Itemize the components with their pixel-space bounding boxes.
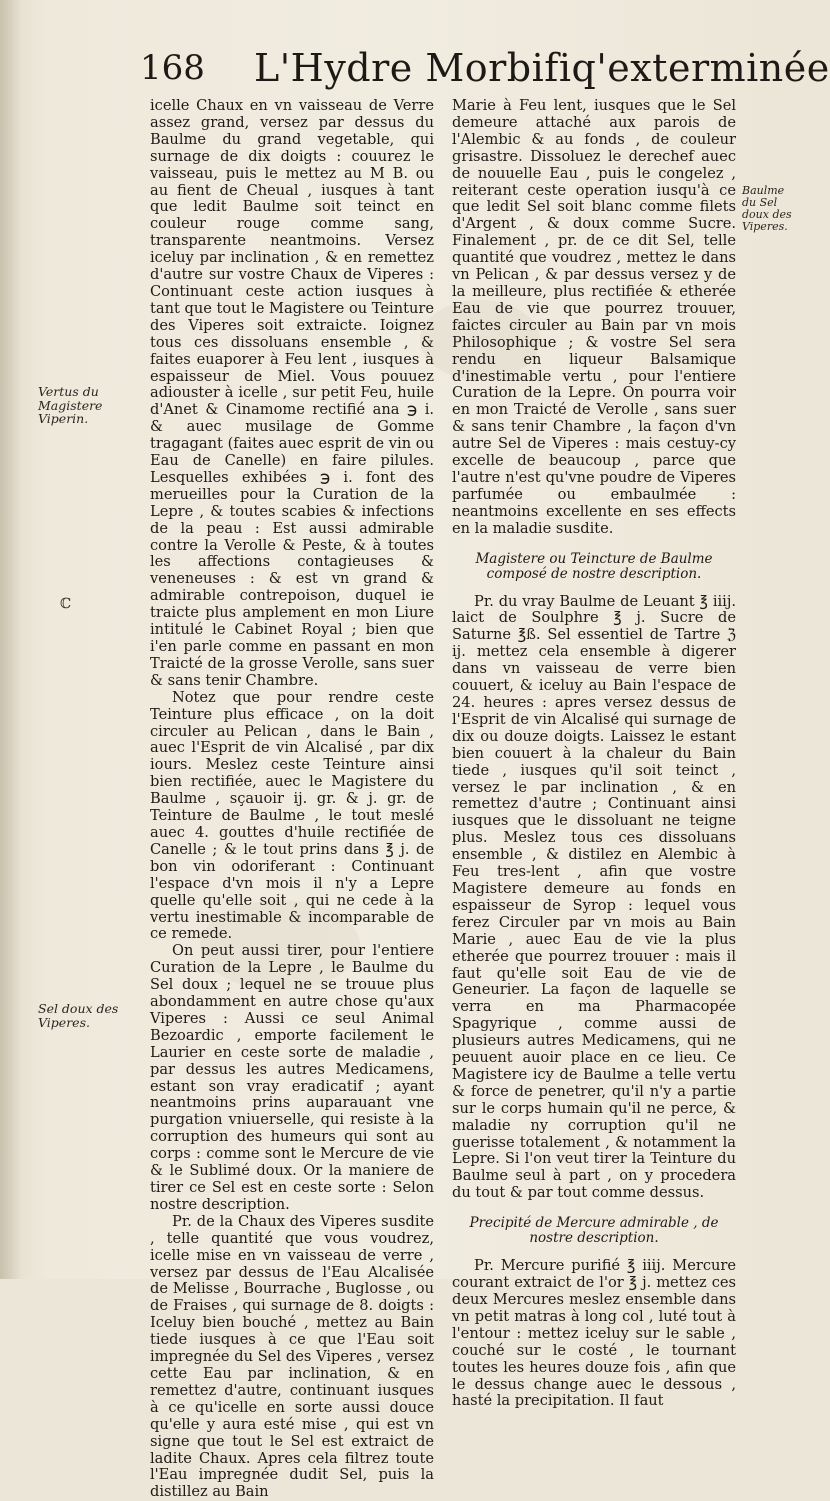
- section-heading: Precipité de Mercure admirable , de nostre description.: [469, 1215, 719, 1247]
- paragraph: icelle Chaux en vn vaisseau de Verre assez grand, versez par dessus du Baulme du grand vegetable, qui surnage de dix doigts : couurez le vaisseau, puis le mettez au M B. ou au fient de Cheual , iusques à tant que ledit Baulme soit teinct en couleur rouge comme sang, transparente neantmoins. Versez iceluy par inclination , & en remettez d'autre sur vostre Chaux de Viperes : Continuant ceste action iusques à tant que tout le Magistere ou Teinture des Viperes soit extraicte. Ioignez tous ces dissoluans ensemble , & faites euaporer à Feu lent , iusques à espaisseur de Miel. Vous pouuez adiouster à icelle , sur petit Feu, huile d'Anet & Cinamome rectifié ana ℈ i. & auec musilage de Gomme tragagant (faites auec esprit de vin ou Eau de Canelle) en faire pilules. Lesquelles exhibées ℈ i. font des merueilles pour la Curation de la Lepre , & toutes scabies & infections de la peau : Est aussi admirable contre la Verolle & Peste, & à toutes les affections contagieuses & veneneuses : & est vn grand & admirable contrepoison, duquel ie traicte plus amplement en mon Liure intitulé le Cabinet Royal ; bien que i'en parle comme en passant en mon Traicté de la grosse Verolle, sans suer & sans tenir Chambre.: [150, 97, 434, 689]
- page-header: [104, 46, 830, 96]
- paragraph: On peut aussi tirer, pour l'entiere Curation de la Lepre , le Baulme du Sel doux ; lequel ne se trouue plus abondamment en autre chose qu'aux Viperes : Aussi ce seul Animal Bezoardic , emporte facilement le Laurier en ceste sorte de maladie , par dessus les autres Medicamens, estant son vray eradicatif ; ayant neantmoins prins auparauant vne purgation vniuerselle, qui resiste à la corruption des humeurs qui sont au corps : comme sont le Mercure de vie & le Sublimé doux. Or la maniere de tirer ce Sel est en ceste sorte : Selon nostre description.: [150, 942, 434, 1213]
- binding-gutter: [0, 0, 22, 1279]
- page-number: 168: [140, 48, 205, 88]
- paragraph: Pr. Mercure purifié ℥ iiij. Mercure courant extraict de l'or ℥ j. mettez ces deux Mercures meslez ensemble dans vn petit matras à long col , luté tout à l'entour : mettez iceluy sur le sable , couché sur le costé , le tournant toutes les heures douze fois , afin que le dessus change auec le dessous , hasté la precipitation. Il faut: [452, 1257, 736, 1410]
- paragraph: Pr. du vray Baulme de Leuant ℥ iiij. laict de Soulphre ℥ j. Sucre de Saturne ℥ß. Sel essentiel de Tartre ℨ ij. mettez cela ensemble à digerer dans vn vaisseau de verre bien couuert, & iceluy au Bain l'espace de 24. heures : apres versez dessus de l'Esprit de vin Alcalisé qui surnage de dix ou douze doigts. Laissez le estant bien couuert à la chaleur du Bain tiede , iusques qu'il soit teinct , versez le par inclination , & en remettez d'autre ; Continuant ainsi iusques que le dissoluant ne teigne plus. Meslez tous ces dissoluans ensemble , & distilez en Alembic à Feu tres-lent , afin que vostre Magistere demeure au fonds en espaisseur de Syrop : lequel vous ferez Circuler par vn mois au Bain Marie , auec Eau de vie la plus etherée que pourrez trouuer : mais il faut qu'elle soit Eau de vie de Geneurier. La façon de laquelle se verra en ma Pharmacopée Spagyrique , comme aussi de plusieurs autres Medicamens, qui ne peuuent auoir place en ce lieu. Ce Magistere icy de Baulme a telle vertu & force de penetrer, qu'il n'y a partie sur le corps humain qu'il ne perce, & maladie ny corruption qu'il ne guerisse totalement , & notamment la Lepre. Si l'on veut tirer la Teinture du Baulme seul à part , on y procedera du tout & par tout comme dessus.: [452, 592, 736, 1202]
- margin-note-vertus: Vertus du Magistere Viperin.: [38, 384, 103, 426]
- paragraph: Marie à Feu lent, iusques que le Sel demeure attaché aux parois de l'Alembic & au fonds , de couleur grisastre. Dissoluez le derechef auec de nouuelle Eau , puis le congelez , reiterant ceste operation iusqu'à ce que ledit Sel soit blanc comme filets d'Argent , & doux comme Sucre. Finalement , pr. de ce dit Sel, telle quantité que voudrez , mettez le dans vn Pelican , & par dessus versez y de la meilleure, plus rectifiée & etherée Eau de vie que pourrez trouuer, faictes circuler au Bain par vn mois Philosophique ; & vostre Sel sera rendu en liqueur Balsamique d'inestimable vertu , pour l'entiere Curation de la Lepre. On pourra voir en mon Traicté de Verolle , sans suer & sans tenir Chambre , la façon d'vn autre Sel de Viperes : mais cestuy-cy excelle de beaucoup , parce que l'autre n'est qu'vne poudre de Viperes parfumée ou embaulmée : neantmoins excellente en ses effects en la maladie susdite.: [452, 97, 736, 537]
- ink-blot-glyph: ℂ: [60, 596, 72, 612]
- paragraph: Pr. de la Chaux des Viperes susdite , telle quantité que vous voudrez, icelle mise en vn vaisseau de verre , versez par dessus de l'Eau Alcalisée de Melisse , Bourrache , Buglosse , ou de Fraises , qui surnage de 8. doigts : Iceluy bien bouché , mettez au Bain tiede iusques à ce que l'Eau soit impregnée du Sel des Viperes , versez cette Eau par inclination, & en remettez d'autre, continuant iusques à ce qu'icelle en sorte aussi douce qu'elle y aura esté mise , qui est vn signe que tout le Sel est extraict de ladite Chaux. Apres cela filtrez toute l'Eau impregnée dudit Sel, puis la distillez au Bain: [150, 1212, 434, 1501]
- right-column: [452, 97, 736, 1410]
- left-column: [150, 97, 434, 1501]
- margin-note-baulme: Baulme du Sel doux des Viperes.: [742, 184, 792, 233]
- paragraph: Notez que pour rendre ceste Teinture plus efficace , on la doit circuler au Pelican , dans le Bain , auec l'Esprit de vin Alcalisé , par dix iours. Meslez ceste Teinture ainsi bien rectifiée, auec le Magistere du Baulme , sçauoir ij. gr. & j. gr. de Teinture de Baulme , le tout meslé auec 4. gouttes d'huile rectifiée de Canelle ; & le tout prins dans ℥ j. de bon vin odoriferant : Continuant l'espace d'vn mois il n'y a Lepre quelle qu'elle soit , qui ne cede à la vertu inestimable & incomparable de ce remede.: [150, 688, 434, 943]
- running-title: L'Hydre Morbifiq'exterminée: [254, 46, 830, 90]
- margin-note-sel-doux: Sel doux des Viperes.: [38, 1001, 119, 1030]
- section-heading: Magistere ou Teincture de Baulme composé de nostre description.: [475, 550, 713, 582]
